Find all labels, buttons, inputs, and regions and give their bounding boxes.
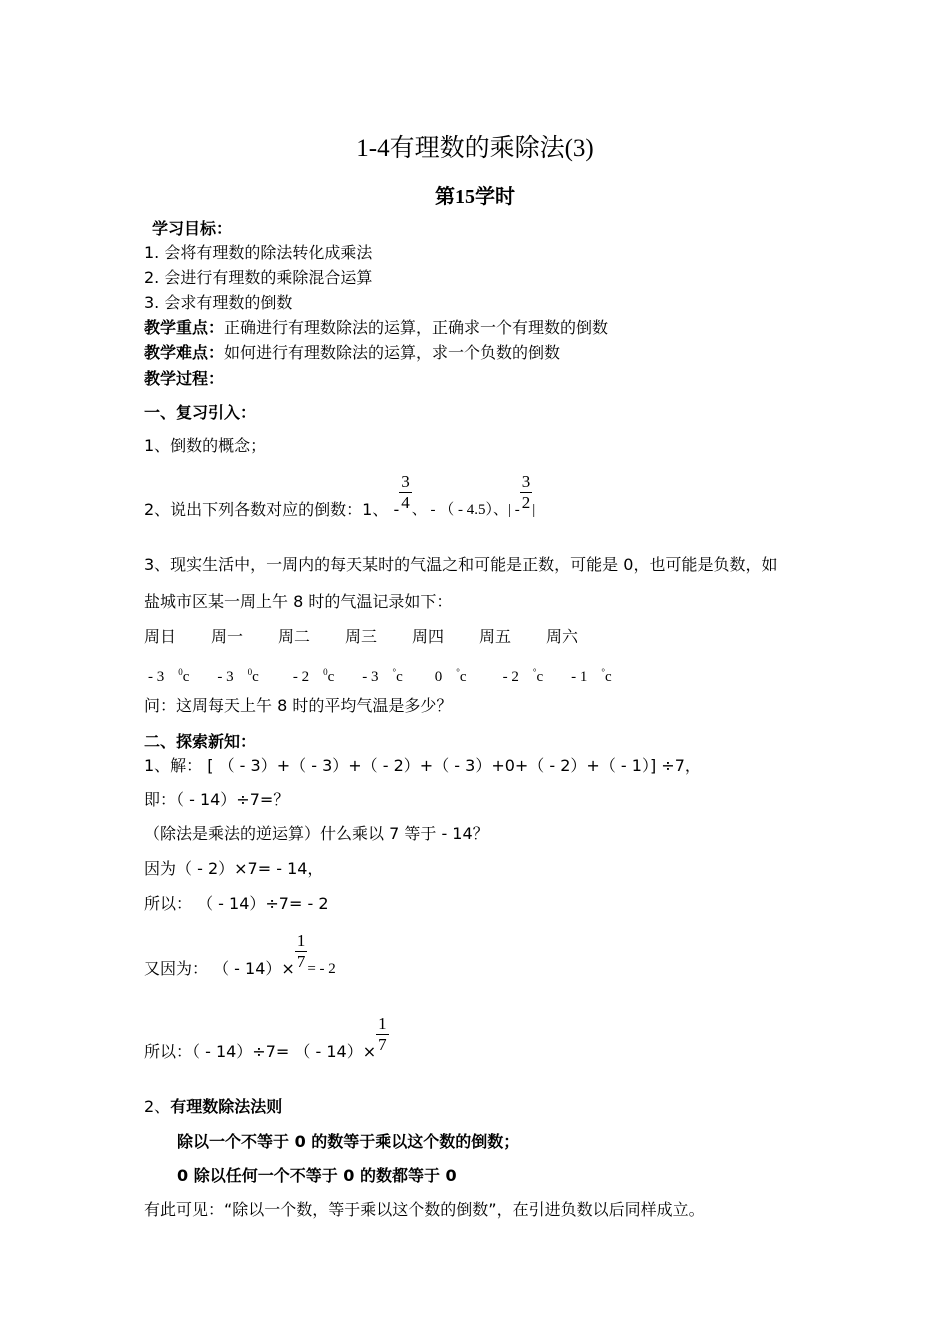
objectives-heading: 学习目标： xyxy=(152,219,233,238)
fraction-3-2: $\frac{3}{2}$ xyxy=(521,471,531,512)
temp-value: - 1 °c xyxy=(571,667,612,685)
key-point-text: 正确进行有理数除法的运算，正确求一个有理数的倒数 xyxy=(224,318,609,337)
process-label: 教学过程： xyxy=(144,369,225,388)
day-label: 周六 xyxy=(546,627,579,646)
objective-item: 3. 会求有理数的倒数 xyxy=(144,293,293,312)
temperature-row xyxy=(148,662,640,687)
ie-line: 即：（ - 14）÷7=？ xyxy=(144,790,290,809)
so-line-1: 所以： （ - 14）÷7= - 2 xyxy=(144,894,329,913)
day-label: 周四 xyxy=(412,627,445,646)
fraction-3-4: $\frac{3}{4}$ xyxy=(401,471,410,512)
objective-item: 2. 会进行有理数的乘除混合运算 xyxy=(144,268,373,287)
page-subtitle: 第15学时 xyxy=(435,186,515,208)
difficulty xyxy=(144,343,560,363)
difficulty-label: 教学难点： xyxy=(144,343,225,362)
section1-item3-line2: 盐城市区某一周上午 8 时的气温记录如下： xyxy=(144,592,453,611)
question: 问：这周每天上午 8 时的平均气温是多少？ xyxy=(144,696,453,715)
section2-heading: 二、探索新知： xyxy=(144,732,257,751)
item2-middle: 、 - （ - 4.5）、| - xyxy=(411,502,520,518)
item2-prefix: 2、说出下列各数对应的倒数：1、 - xyxy=(144,500,400,519)
also-because-line: 又因为： （ - 14）× $\frac{1}{7}$ = - 2 xyxy=(144,930,336,978)
section1-item3-line1: 3、现实生活中，一周内的每天某时的气温之和可能是正数，可能是 0，也可能是负数，如 xyxy=(144,555,778,574)
page-title: 1-4有理数的乘除法(3) xyxy=(356,135,594,162)
temp-value: - 2 $^0$c xyxy=(292,667,335,685)
difficulty-text: 如何进行有理数除法的运算，求一个负数的倒数 xyxy=(224,343,561,362)
day-label: 周二 xyxy=(278,627,311,646)
section1-item1: 1、倒数的概念； xyxy=(144,436,267,455)
key-point xyxy=(144,318,608,338)
section1-item2 xyxy=(144,470,535,520)
temp-value: - 3 $^0$c xyxy=(148,667,190,685)
conclusion: 有此可见：“除以一个数，等于乘以这个数的倒数”，在引进负数以后同样成立。 xyxy=(144,1200,705,1219)
section1-heading: 一、复习引入： xyxy=(144,403,257,422)
temp-value: - 3 °c xyxy=(362,667,403,685)
day-label: 周日 xyxy=(144,627,177,646)
key-point-label: 教学重点： xyxy=(144,318,225,337)
rule-heading: 2、有理数除法法则 xyxy=(144,1097,283,1116)
so-line-2: 所以：（ - 14）÷7= （ - 14）× $\frac{1}{7}$ xyxy=(144,1013,387,1061)
day-label: 周五 xyxy=(479,627,512,646)
solve-line: 1、解： [ （ - 3）+（ - 3）+（ - 2）+（ - 3）+0+（ - 2）+（ - 1）] ÷7， xyxy=(144,756,701,775)
day-label: 周三 xyxy=(345,627,378,646)
temp-value: - 2 °c xyxy=(502,667,544,685)
item2-suffix: | xyxy=(532,502,536,518)
day-label: 周一 xyxy=(211,627,244,646)
temp-value: 0 °c xyxy=(434,667,467,685)
objective-item: 1. 会将有理数的除法转化成乘法 xyxy=(144,243,373,262)
rule-1: 除以一个不等于 0 的数等于乘以这个数的倒数； xyxy=(177,1132,520,1151)
weekday-row xyxy=(144,627,613,647)
rule-2: 0 除以任何一个不等于 0 的数都等于 0 xyxy=(177,1166,457,1185)
fraction-1-7: $\frac{1}{7}$ xyxy=(296,930,306,971)
inverse-line: （除法是乘法的逆运算）什么乘以 7 等于 - 14？ xyxy=(144,824,489,843)
temp-value: - 3 $^0$c xyxy=(217,667,259,685)
because-line: 因为（ - 2）×7= - 14， xyxy=(144,859,324,878)
fraction-1-7: $\frac{1}{7}$ xyxy=(378,1013,387,1054)
